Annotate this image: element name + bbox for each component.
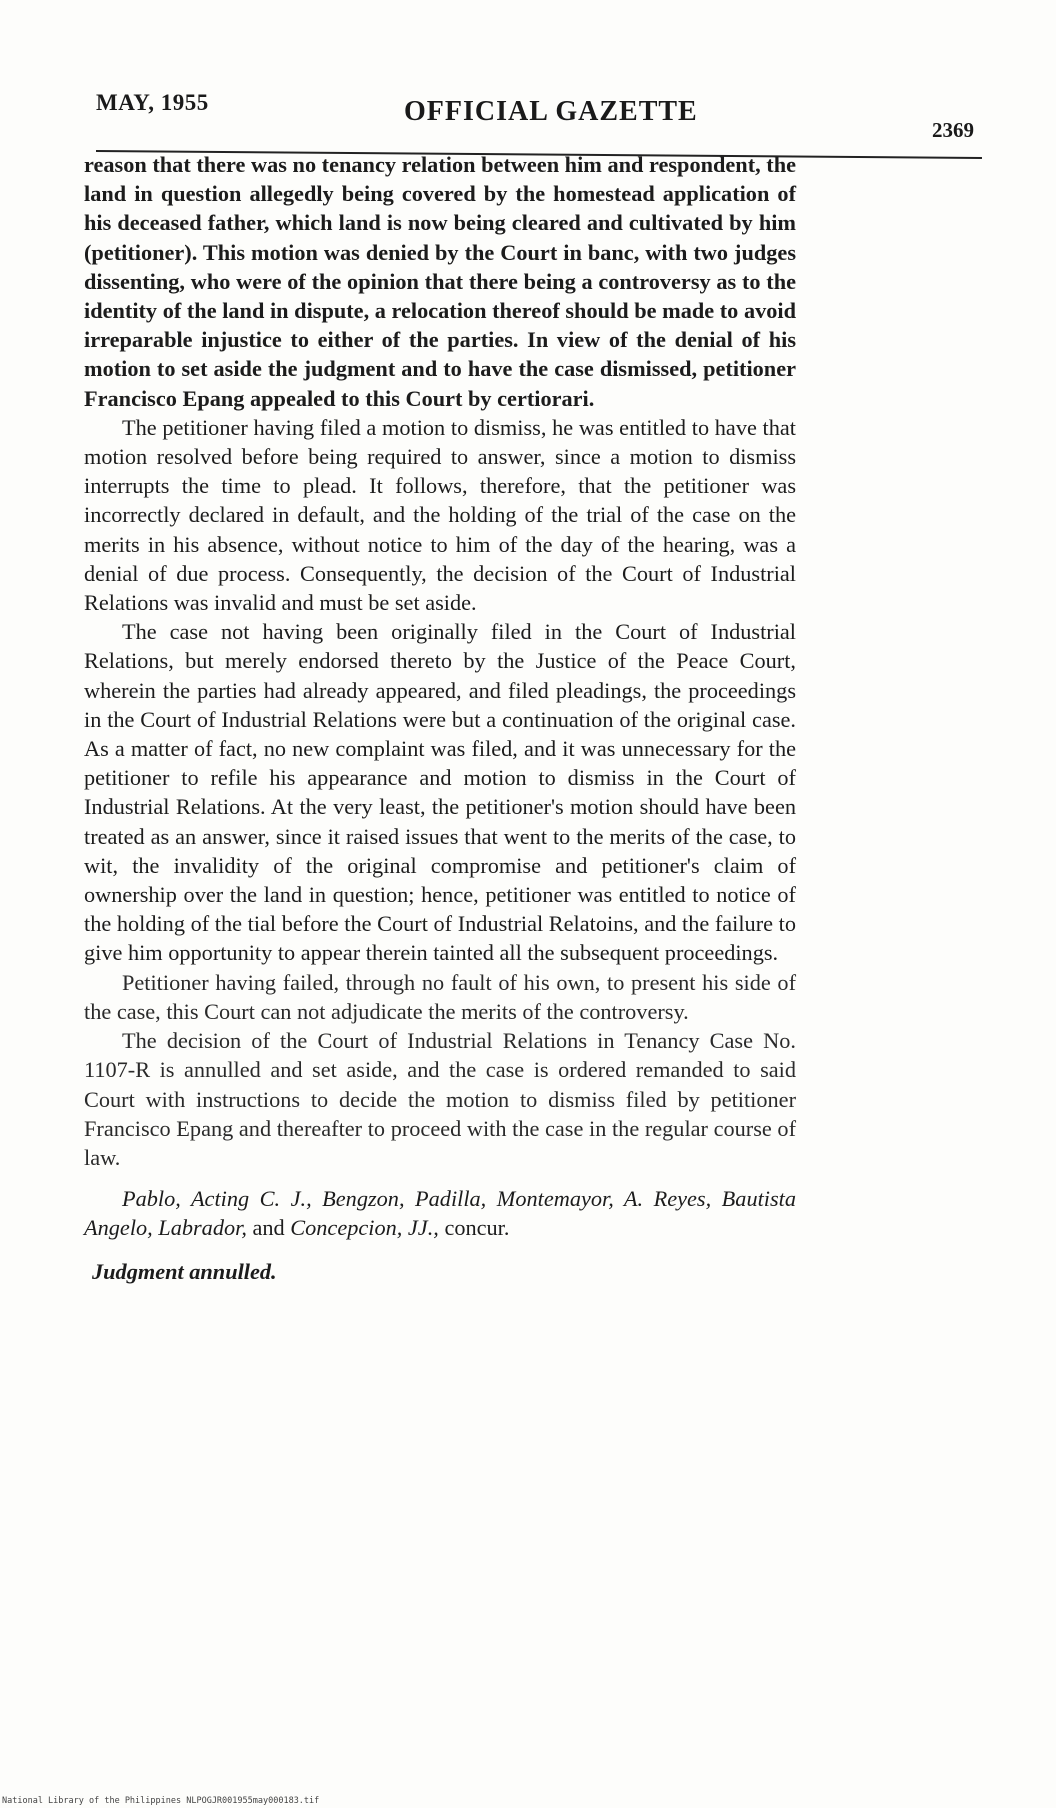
concurring-justices (84, 1184, 796, 1242)
concurring-last-name: Concepcion, JJ., (290, 1215, 439, 1241)
gazette-title: OFFICIAL GAZETTE (404, 96, 698, 127)
paragraph-continuation: reason that there was no tenancy relation between him and respondent, the land in question allegedly being covered by the homestead application of his deceased father, which land is now being cleared and cultivated by him (petitioner). This motion was denied by the Court in banc, with two judges dissenting, who were of the opinion that there being a controversy as to the identity of the land in dispute, a relocation thereof should be made to avoid irreparable injustice to either of the parties. In view of the denial of his motion to set aside the judgment and to have the case dismissed, petitioner Francisco Epang appealed to this Court by certiorari. (84, 152, 796, 411)
disposition: Judgment annulled. (92, 1258, 277, 1284)
header-date: MAY, 1955 (96, 90, 209, 115)
page-number: 2369 (932, 118, 974, 142)
concurring-and: and (252, 1215, 285, 1241)
decision-body (84, 150, 796, 1286)
scan-footer: National Library of the Philippines NLPOGJR001955may000183.tif (2, 1796, 320, 1806)
paragraph-motion-to-dismiss: The petitioner having filed a motion to dismiss, he was entitled to have that motion resolved before being required to answer, since a motion to dismiss interrupts the time to plead. It follows, therefore, that the petitioner was incorrectly declared in default, and the holding of the trial of the case on the merits in his absence, without notice to him of the day of the hearing, was a denial of due process. Consequently, the decision of the Court of Industrial Relations was invalid and must be set aside. (84, 414, 796, 616)
page-header (96, 88, 974, 148)
paragraph-case-origin: The case not having been originally filed in the Court of Industrial Relations, but merely endorsed thereto by the Justice of the Peace Court, wherein the parties had already appeared, and filed pleadings, the proceedings in the Court of Industrial Relations were but a continuation of the original case. As a matter of fact, no new complaint was filed, and it was unnecessary for the petitioner to refile his appearance and motion to dismiss in the Court of Industrial Relations. At the very least, the petitioner's motion should have been treated as an answer, since it raised issues that went to the merits of the case, to wit, the invalidity of the original compromise and petitioner's claim of ownership over the land in question; hence, petitioner was entitled to notice of the holding of the tial before the Court of Industrial Relatoins, and the failure to give him opportunity to appear therein tainted all the subsequent proceedings. (84, 619, 796, 966)
concurring-verb: concur. (444, 1215, 510, 1241)
concurring-names: Pablo, Acting C. J., Bengzon, Padilla, Montemayor, A. Reyes, Bautista Angelo, Labrador, (84, 1186, 796, 1241)
paragraph-no-fault: Petitioner having failed, through no fault of his own, to present his side of the case, this Court can not adjudicate the merits of the controversy. (84, 969, 796, 1024)
paragraph-ruling: The decision of the Court of Industrial Relations in Tenancy Case No. 1107-R is annulled and set aside, and the case is ordered remanded to said Court with instructions to decide the motion to dismiss filed by petitioner Francisco Epang and thereafter to proceed with the case in the regular course of law. (84, 1028, 796, 1170)
